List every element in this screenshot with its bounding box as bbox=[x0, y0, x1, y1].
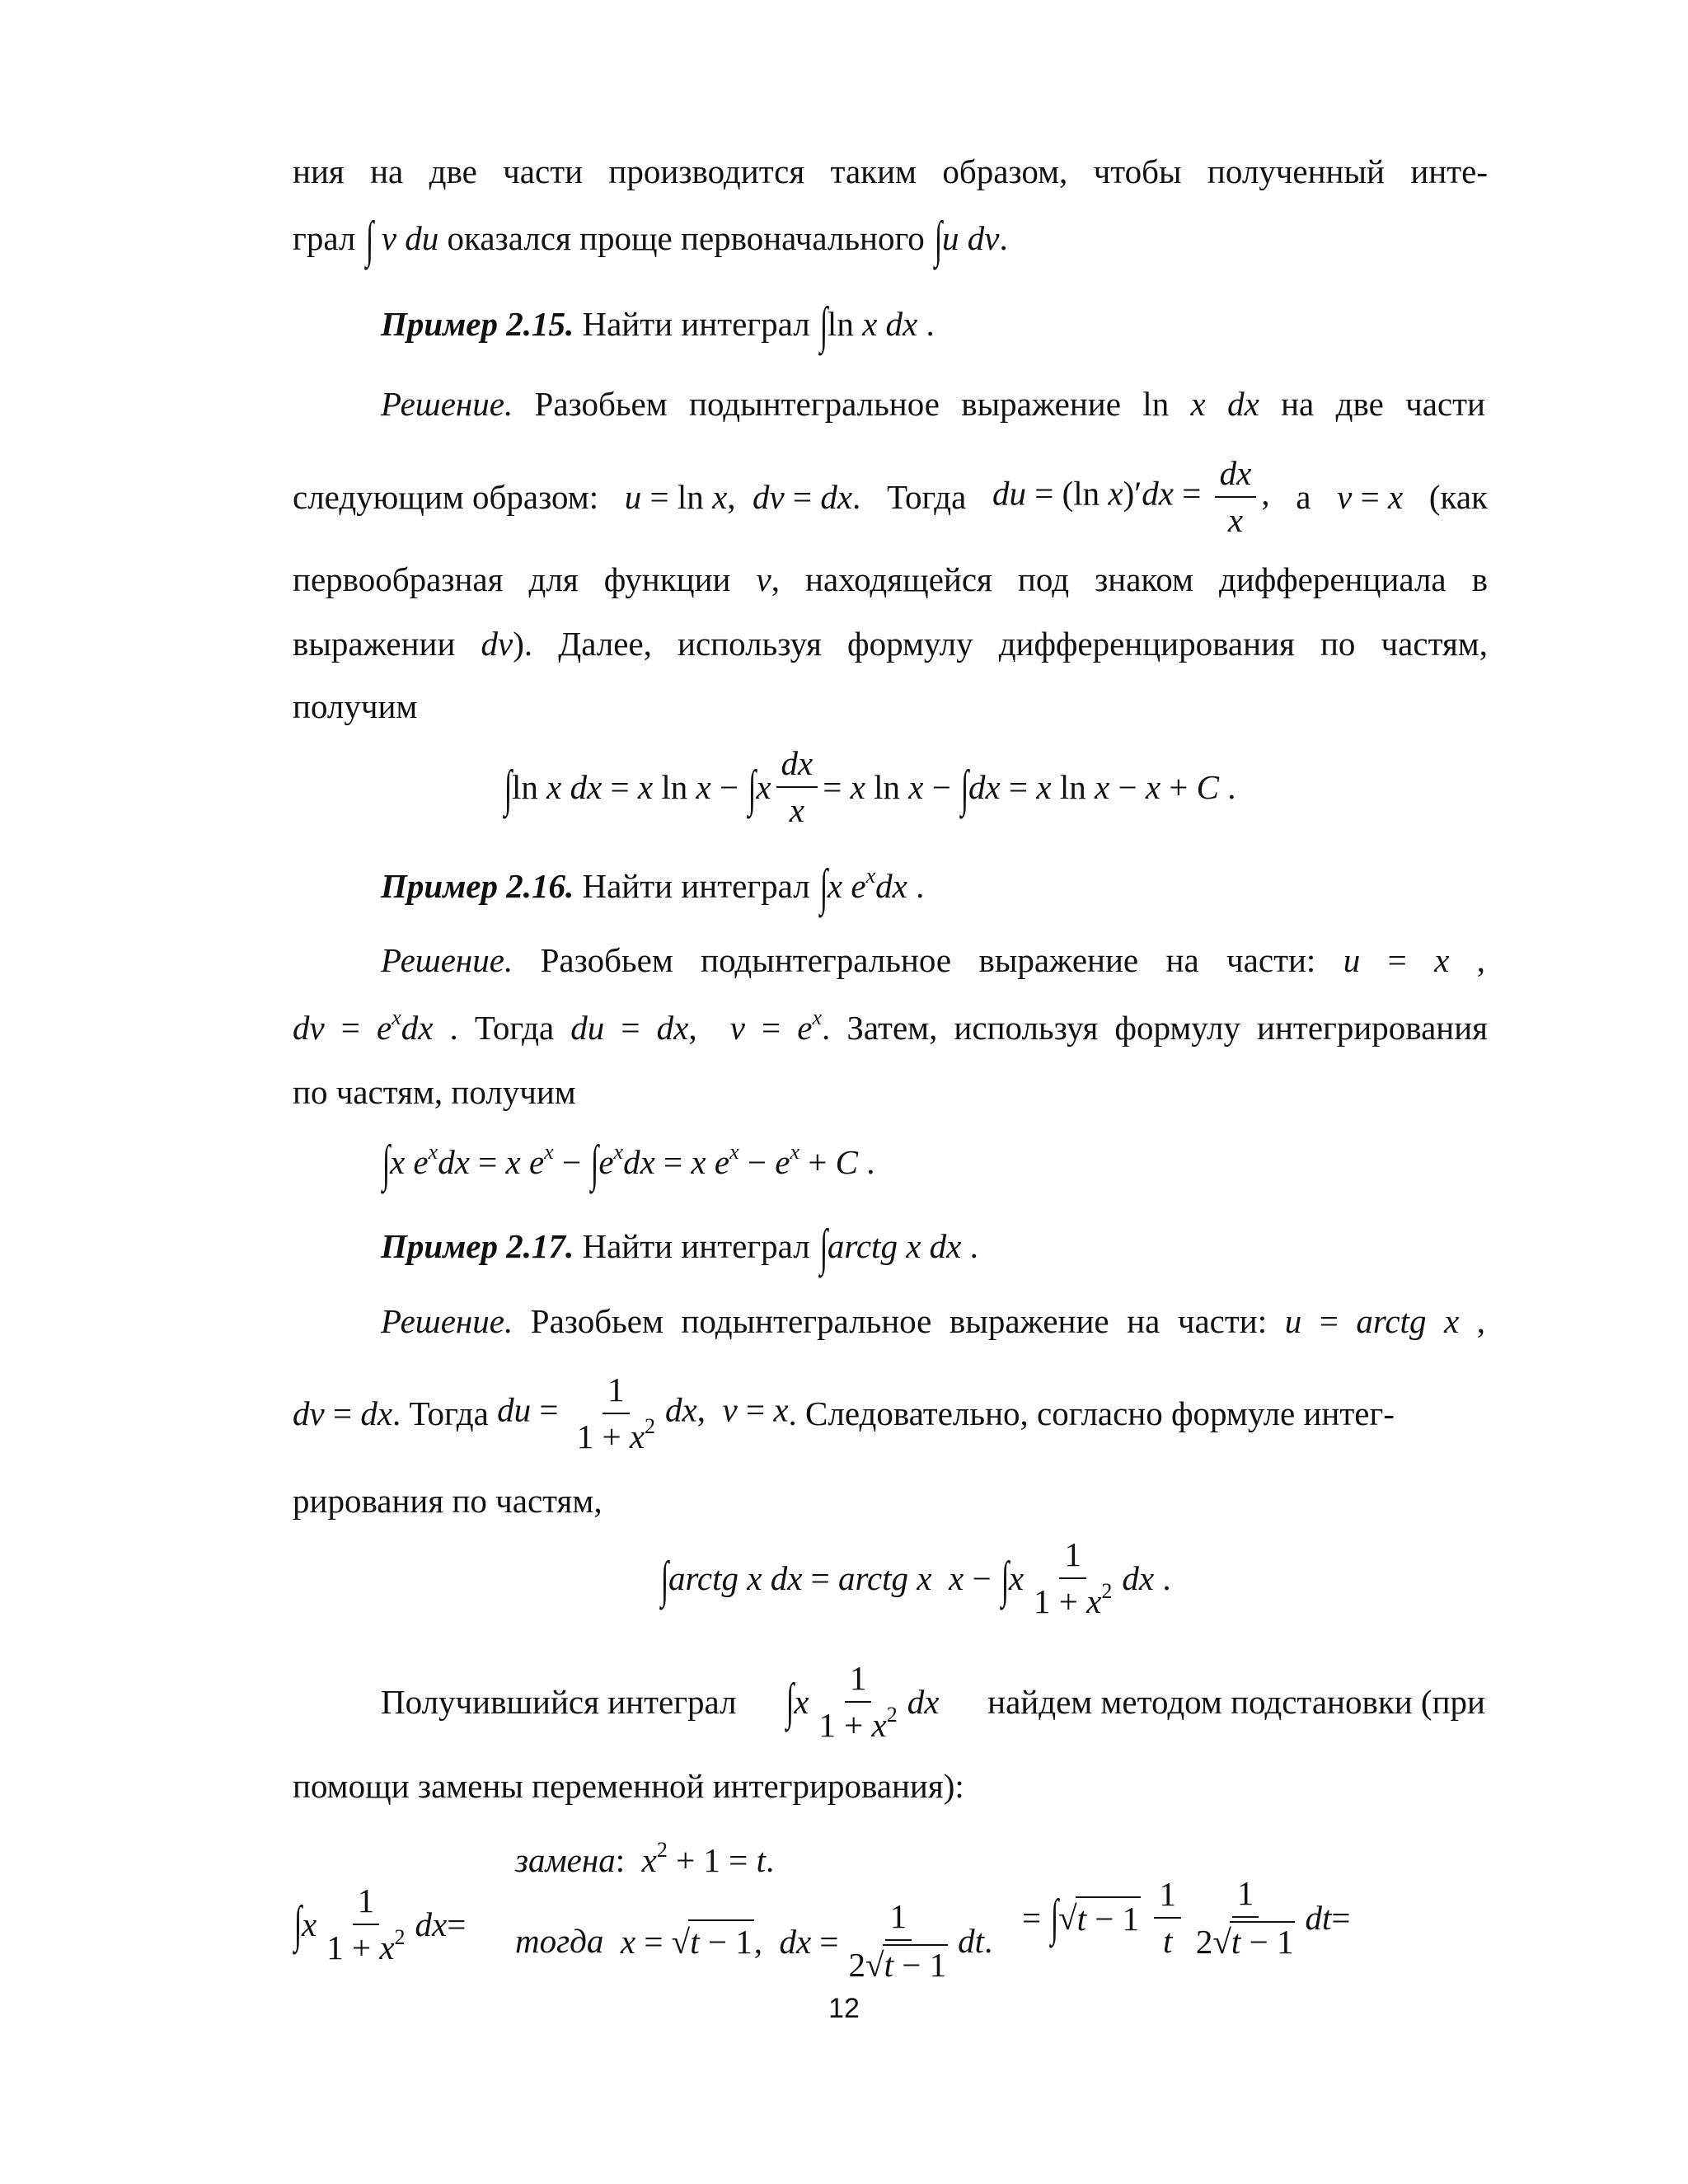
example-2-15-heading: Пример 2.15. Найти интеграл ∫ln x dx . bbox=[381, 298, 935, 354]
text-fragment: следующим образом: bbox=[293, 478, 599, 516]
display-formula-arctg: ∫arctg x dx = arctg x x − ∫x $\frac{1}{1 + x^2}$ dx . bbox=[660, 1535, 1171, 1620]
solution-line-1 bbox=[381, 383, 1485, 424]
text-line-2: грал ∫ v du оказался проще первоначального ∫u dv. bbox=[293, 212, 1008, 268]
formula-du: du = (ln x)′dx = $\frac{dx}{x}$ , bbox=[992, 453, 1270, 539]
text-fragment: Разобьем подынтегральное выражение bbox=[534, 385, 1121, 423]
solution-line-4 bbox=[293, 623, 1488, 664]
solution-2-17-line-1 bbox=[381, 1301, 1485, 1342]
formula-u-x: u = x , bbox=[1343, 941, 1486, 979]
text-line-22 bbox=[381, 1657, 1485, 1747]
formula-v: v = x bbox=[1337, 478, 1404, 516]
formula-int-xex: ∫x $e^xdx$ bbox=[819, 860, 907, 916]
text-fragment: замена bbox=[515, 1841, 616, 1879]
display-formula-lnx: ∫ln x dx = x ln x − ∫x $\frac{dx}{x}$ = x ln x − ∫dx = x ln x − x + C . bbox=[504, 743, 1236, 829]
solution-label: Решение. bbox=[381, 1302, 513, 1340]
formula-du-v: du = dx, $v = e^x$ bbox=[570, 1005, 823, 1047]
text-fragment: грал bbox=[293, 219, 356, 257]
text-line-23: помощи замены переменной интегрирования): bbox=[293, 1767, 964, 1805]
text-fragment: Разобьем подынтегральное выражение на части: bbox=[530, 1302, 1268, 1340]
text-fragment: Тогда bbox=[474, 1009, 555, 1047]
example-2-17-heading: Пример 2.17. Найти интеграл ∫arctg x dx . bbox=[381, 1220, 978, 1276]
text-fragment: . Затем, используя формулу интегрирования bbox=[822, 1009, 1489, 1047]
formula-u-arctg: u = arctg x , bbox=[1284, 1302, 1486, 1340]
formula-v-var: v bbox=[756, 560, 771, 598]
solution-line-5: получим bbox=[293, 687, 418, 725]
formula-dv-ex: dv = $e^xdx$ . bbox=[293, 1005, 458, 1047]
text-fragment: Тогда bbox=[409, 1394, 489, 1432]
solution-label: Решение. bbox=[381, 941, 513, 979]
text-fragment: Найти интеграл bbox=[582, 1227, 810, 1265]
text-fragment: , находящейся под знаком дифференциала в bbox=[771, 560, 1489, 598]
formula-dv-dx: dv = dx. bbox=[293, 1394, 401, 1432]
display-formula-xex: ∫x $e^xdx = x$ $e^x - \int e^xdx = x$ $e^x - e^x + C$ . bbox=[382, 1136, 875, 1192]
text-fragment: ). Далее, используя формулу дифференцирования по частям, bbox=[513, 625, 1488, 663]
text-fragment: Найти интеграл bbox=[582, 305, 810, 343]
formula-int-vdu: ∫ v du bbox=[365, 212, 439, 268]
formula-lnxdx: ln x dx bbox=[1142, 385, 1259, 423]
solution-2-16-line-3: по частям, получим bbox=[293, 1073, 576, 1111]
text-fragment: первообразная для функции bbox=[293, 560, 731, 598]
text-fragment: Тогда bbox=[887, 478, 967, 516]
text-fragment: Найти интеграл bbox=[582, 867, 810, 905]
substitution-lhs: ∫ x $\frac{1}{1 + x^2}$ dx = bbox=[293, 1881, 467, 1966]
text-fragment: Разобьем подынтегральное выражение на части: bbox=[540, 941, 1316, 979]
text-fragment: . Следовательно, согласно формуле интег- bbox=[788, 1394, 1395, 1432]
formula-int-x-frac: ∫ x $\frac{1}{1 + x^2}$ dx bbox=[786, 1658, 940, 1744]
solution-2-16-line-1 bbox=[381, 940, 1485, 981]
formula-du-frac: du = $\frac{1}{1 + x^2}$ dx, v = x bbox=[497, 1370, 789, 1455]
text-fragment: оказался проще первоначального bbox=[447, 219, 925, 257]
example-label: Пример 2.16. bbox=[381, 867, 574, 905]
text-fragment: (как bbox=[1428, 478, 1488, 516]
text-fragment: выражении bbox=[293, 625, 456, 663]
text-fragment: тогда bbox=[515, 1922, 604, 1960]
text-fragment: на две части bbox=[1281, 385, 1485, 423]
text-fragment: Получившийся интеграл bbox=[381, 1683, 737, 1721]
solution-2-17-line-2 bbox=[293, 1368, 1488, 1459]
example-2-16-heading: Пример 2.16. Найти интеграл ∫x $e^xdx$ . bbox=[381, 860, 925, 916]
solution-2-17-line-3: рирования по частям, bbox=[293, 1482, 603, 1520]
text-fragment: а bbox=[1296, 478, 1311, 516]
solution-line-3 bbox=[293, 559, 1488, 600]
example-label: Пример 2.15. bbox=[381, 305, 574, 343]
solution-2-16-line-2 bbox=[293, 1007, 1488, 1048]
example-label: Пример 2.17. bbox=[381, 1227, 574, 1265]
formula-dv: dv bbox=[481, 625, 513, 663]
page-number: 12 bbox=[828, 1993, 860, 2024]
formula-int-udv: ∫u dv bbox=[934, 212, 1000, 268]
formula-int-lnx: ∫ln x dx bbox=[819, 298, 918, 354]
solution-label: Решение. bbox=[381, 385, 513, 423]
substitution-rule-2: тогда x = √t − 1, dx = $\frac{1}{2√t - 1}$ dt . bbox=[515, 1896, 993, 1984]
formula-int-arctg: ∫arctg x dx bbox=[819, 1220, 962, 1276]
solution-line-2 bbox=[293, 452, 1488, 542]
substitution-rule-1: замена: $x^2 + 1 = t$. bbox=[515, 1838, 775, 1879]
text-line-1: ния на две части производится таким образом, чтобы полученный инте- bbox=[293, 152, 1488, 190]
substitution-rhs: = ∫ √ t − 1 $\frac{1}{t}$ $\frac{1}{2√t - 1}$ dt = bbox=[1022, 1873, 1351, 1961]
text-fragment: найдем методом подстановки (при bbox=[987, 1683, 1485, 1721]
formula-u-dv: u = ln x, dv = dx. bbox=[624, 478, 861, 516]
